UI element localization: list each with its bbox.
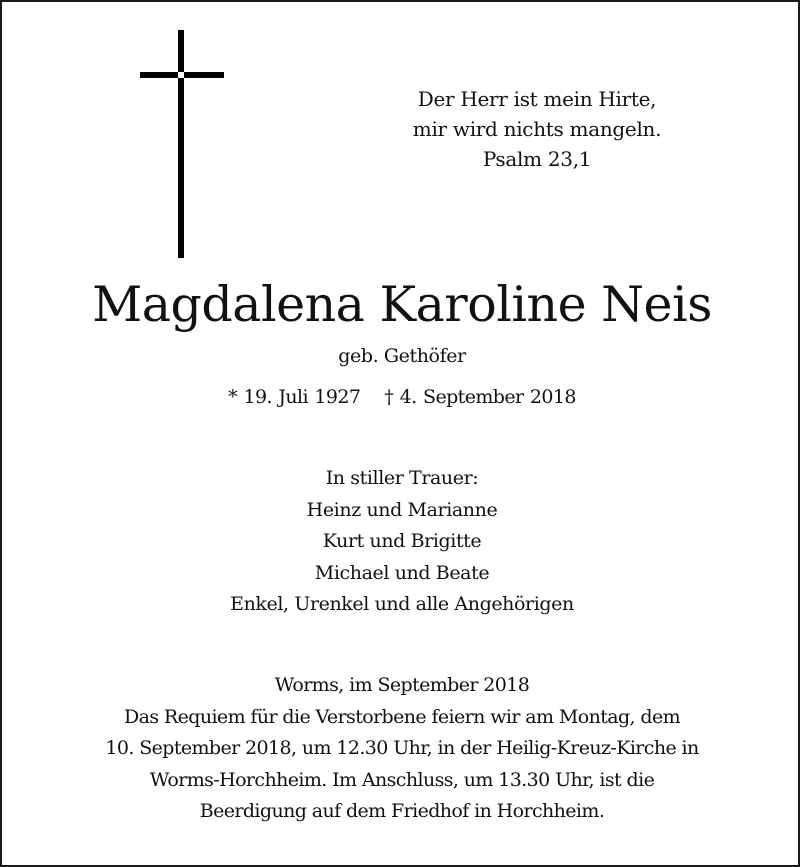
- birth-name: geb. Gethöfer: [338, 345, 466, 367]
- verse-reference: Psalm 23,1: [482, 147, 592, 171]
- service-line: Beerdigung auf dem Friedhof in Horchheim.: [199, 800, 605, 822]
- psalm-verse: [362, 84, 712, 174]
- service-info: [2, 670, 800, 828]
- life-dates: [2, 382, 800, 412]
- mourner-name: Heinz und Marianne: [306, 498, 498, 521]
- deceased-name: Magdalena Karoline Neis: [92, 276, 712, 333]
- service-line: Worms-Horchheim. Im Anschluss, um 13.30 Uhr, ist die: [149, 768, 655, 791]
- death-date: † 4. September 2018: [384, 386, 576, 408]
- service-line: 10. September 2018, um 12.30 Uhr, in der Heilig-Kreuz-Kirche in: [105, 737, 699, 759]
- mourners-block: [2, 463, 800, 621]
- mourner-name: Kurt und Brigitte: [322, 530, 482, 552]
- mourners-heading: In stiller Trauer:: [325, 467, 479, 489]
- verse-line: mir wird nichts mangeln.: [412, 117, 662, 141]
- mourner-name: Enkel, Urenkel und alle Angehörigen: [230, 593, 574, 615]
- service-line: Das Requiem für die Verstorbene feiern wir am Montag, dem: [123, 705, 681, 728]
- verse-line: Der Herr ist mein Hirte,: [417, 87, 657, 111]
- birth-date: * 19. Juli 1927: [228, 386, 361, 408]
- mourner-name: Michael und Beate: [314, 561, 490, 584]
- cross-icon: [140, 30, 224, 258]
- place-date: Worms, im September 2018: [274, 674, 530, 696]
